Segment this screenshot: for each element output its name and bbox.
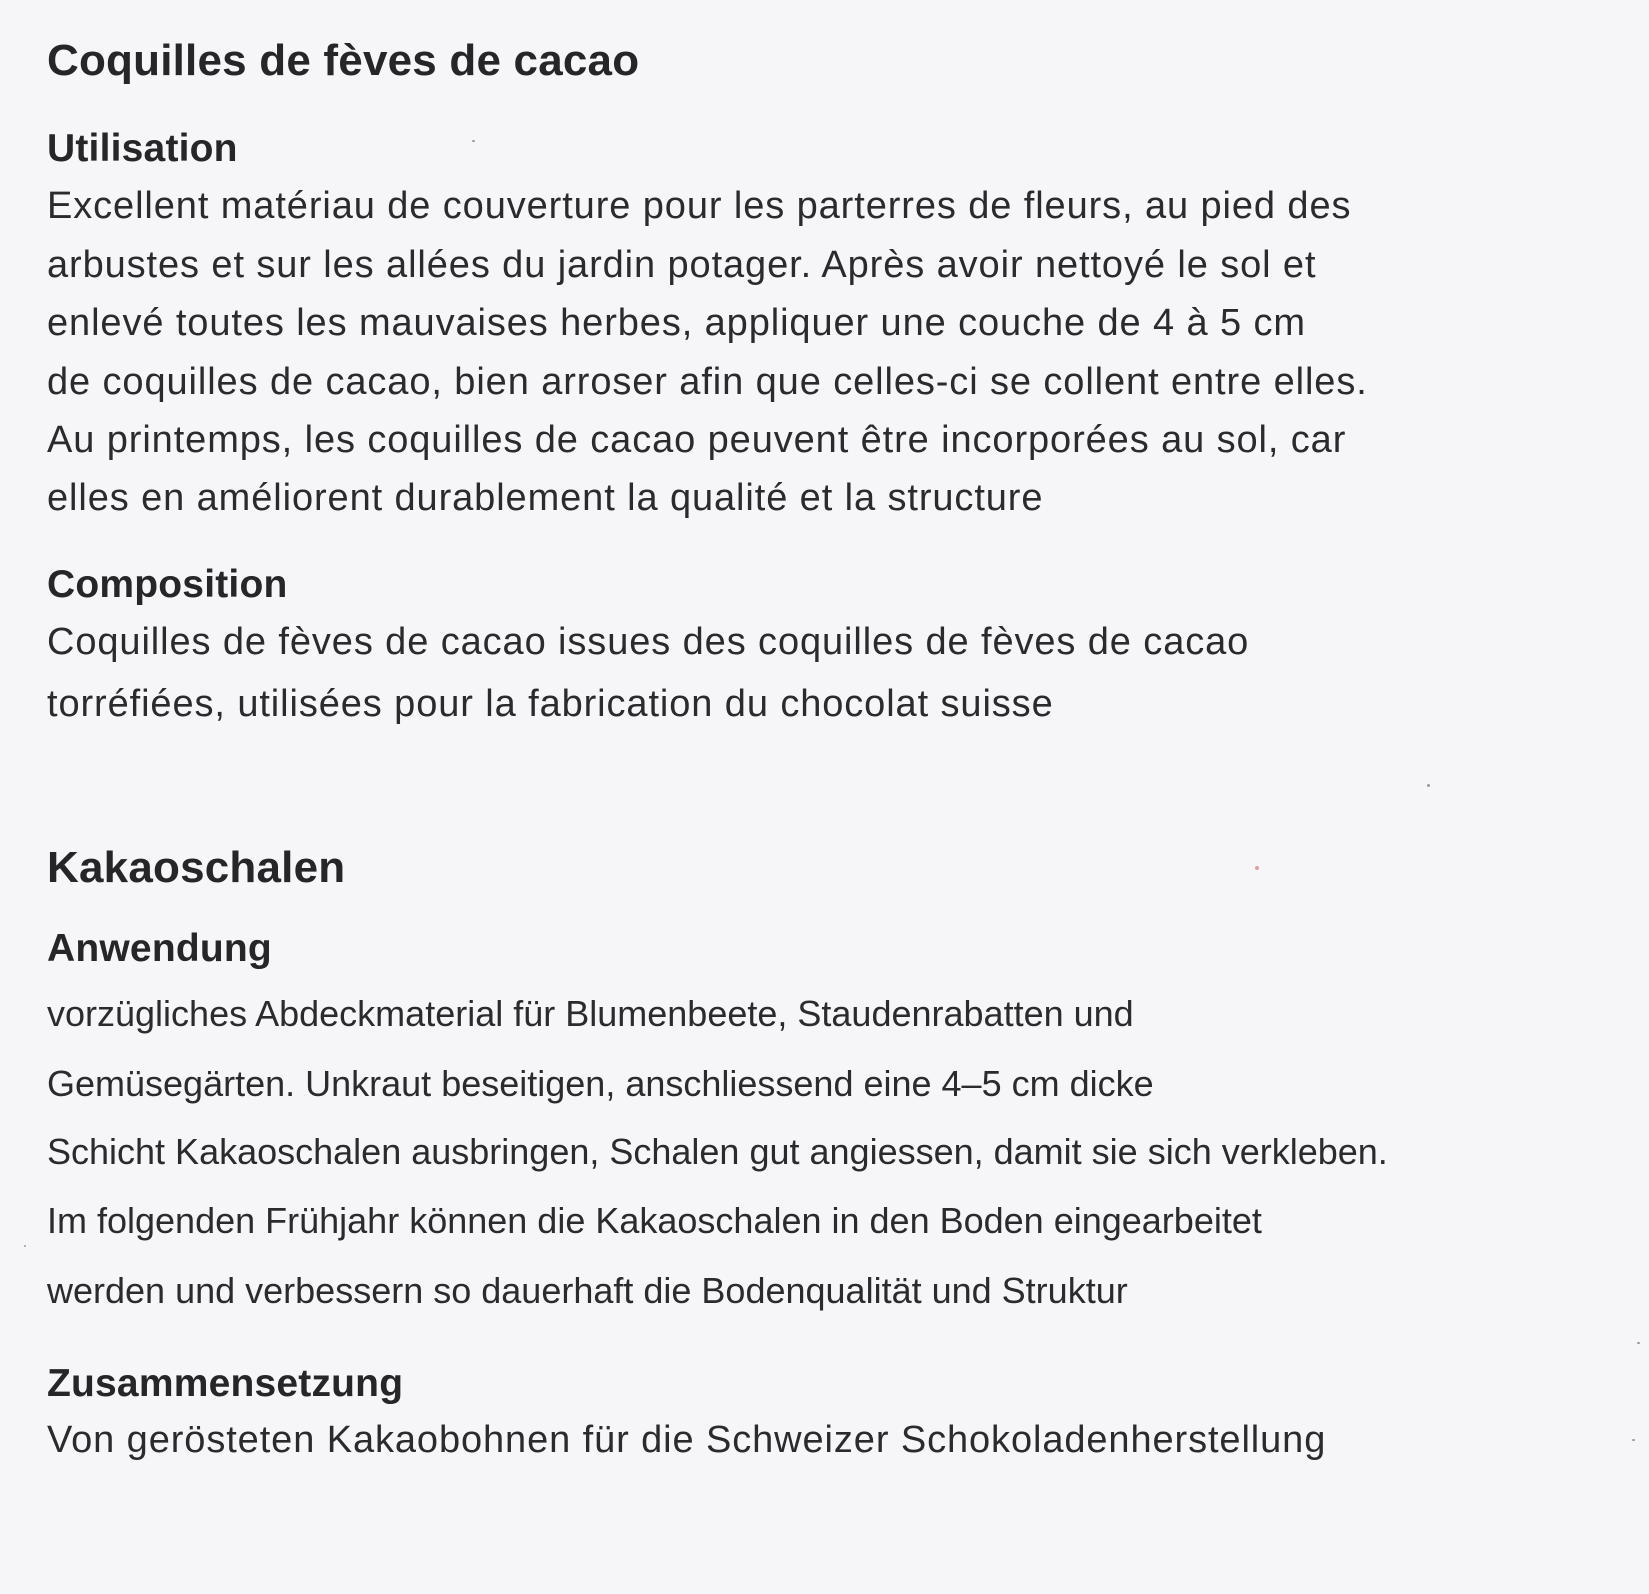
scan-speck (472, 140, 475, 142)
german-usage-line: werden und verbessern so dauerhaft die Bodenqualität und Struktur (47, 1270, 1128, 1311)
german-composition-heading: Zusammensetzung (47, 1362, 404, 1405)
french-composition-line: torréfiées, utilisées pour la fabrication du chocolat suisse (47, 683, 1054, 725)
scan-speck (1637, 1342, 1640, 1344)
german-composition-line: Von gerösteten Kakaobohnen für die Schweizer Schokoladenherstellung (47, 1419, 1327, 1461)
french-usage-line: arbustes et sur les allées du jardin potager. Après avoir nettoyé le sol et (47, 244, 1317, 286)
french-title: Coquilles de fèves de cacao (47, 36, 640, 85)
german-title: Kakaoschalen (47, 843, 346, 892)
french-composition-line: Coquilles de fèves de cacao issues des coquilles de fèves de cacao (47, 621, 1250, 663)
german-usage-line: Im folgenden Frühjahr können die Kakaoschalen in den Boden eingearbeitet (47, 1200, 1262, 1241)
french-usage-line: Excellent matériau de couverture pour les parterres de fleurs, au pied des (47, 185, 1352, 227)
german-usage-line: Gemüsegärten. Unkraut beseitigen, anschliessend eine 4–5 cm dicke (47, 1063, 1154, 1104)
german-usage-line: vorzügliches Abdeckmaterial für Blumenbeete, Staudenrabatten und (47, 993, 1134, 1034)
french-usage-line: Au printemps, les coquilles de cacao peuvent être incorporées au sol, car (47, 419, 1347, 461)
french-composition-heading: Composition (47, 563, 288, 606)
scan-speck (1427, 784, 1430, 787)
french-usage-line: enlevé toutes les mauvaises herbes, appliquer une couche de 4 à 5 cm (47, 302, 1306, 344)
german-usage-heading: Anwendung (47, 927, 272, 970)
scan-speck (24, 1245, 26, 1247)
german-usage-line: Schicht Kakaoschalen ausbringen, Schalen gut angiessen, damit sie sich verkleben. (47, 1131, 1388, 1172)
scan-speck (1632, 1439, 1635, 1441)
french-usage-line: elles en améliorent durablement la qualité et la structure (47, 477, 1044, 519)
french-usage-heading: Utilisation (47, 127, 238, 170)
french-usage-line: de coquilles de cacao, bien arroser afin que celles-ci se collent entre elles. (47, 361, 1368, 403)
scan-speck (1255, 866, 1259, 870)
